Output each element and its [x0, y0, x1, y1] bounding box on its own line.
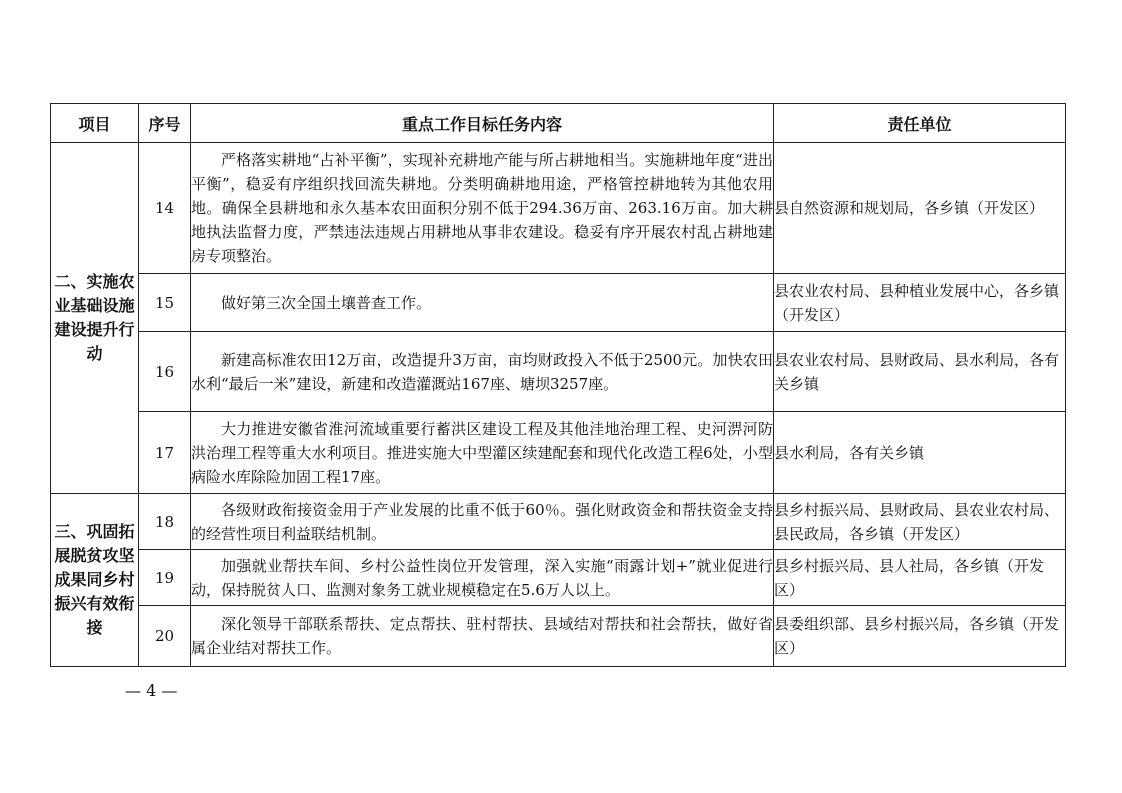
- row-unit: 县农业农村局、县财政局、县水利局，各有关乡镇: [774, 332, 1066, 412]
- category-cell: 二、实施农业基础设施建设提升行动: [51, 143, 139, 494]
- row-number: 14: [139, 143, 191, 274]
- row-unit: 县委组织部、县乡村振兴局，各乡镇（开发区）: [774, 606, 1066, 667]
- table-row: [51, 494, 1066, 550]
- table-row: [51, 143, 1066, 274]
- row-content: 深化领导干部联系帮扶、定点帮扶、驻村帮扶、县域结对帮扶和社会帮扶，做好省属企业结对帮扶工作。: [191, 606, 774, 667]
- table-row: [51, 550, 1066, 606]
- row-unit: 县农业农村局、县种植业发展中心，各乡镇（开发区）: [774, 274, 1066, 332]
- row-content: 严格落实耕地“占补平衡”，实现补充耕地产能与所占耕地相当。实施耕地年度“进出平衡”，稳妥有序组织找回流失耕地。分类明确耕地用途，严格管控耕地转为其他农用地。确保全县耕地和永久基本农田面积分别不低于294.36万亩、263.16万亩。加大耕地执法监督力度，严禁违法违规占用耕地从事非农建设。稳妥有序开展农村乱占耕地建房专项整治。: [191, 143, 774, 274]
- table-row: [51, 332, 1066, 412]
- row-number: 16: [139, 332, 191, 412]
- row-number: 20: [139, 606, 191, 667]
- table-header-row: [51, 104, 1066, 143]
- row-content: 做好第三次全国土壤普查工作。: [191, 274, 774, 332]
- header-number: 序号: [139, 104, 191, 143]
- row-unit: 县自然资源和规划局，各乡镇（开发区）: [774, 143, 1066, 274]
- row-content: 新建高标准农田12万亩，改造提升3万亩，亩均财政投入不低于2500元。加快农田水利“最后一米”建设，新建和改造灌溉站167座、塘坝3257座。: [191, 332, 774, 412]
- row-content: 大力推进安徽省淮河流域重要行蓄洪区建设工程及其他洼地治理工程、史河淠河防洪治理工程等重大水利项目。推进实施大中型灌区续建配套和现代化改造工程6处，小型病险水库除险加固工程17座。: [191, 412, 774, 494]
- table-row: [51, 412, 1066, 494]
- header-project: 项目: [51, 104, 139, 143]
- row-number: 18: [139, 494, 191, 550]
- row-unit: 县水利局，各有关乡镇: [774, 412, 1066, 494]
- row-number: 19: [139, 550, 191, 606]
- row-number: 17: [139, 412, 191, 494]
- row-unit: 县乡村振兴局、县财政局、县农业农村局、县民政局，各乡镇（开发区）: [774, 494, 1066, 550]
- category-cell: 三、巩固拓展脱贫攻坚成果同乡村振兴有效衔接: [51, 494, 139, 667]
- header-unit: 责任单位: [774, 104, 1066, 143]
- row-unit: 县乡村振兴局、县人社局，各乡镇（开发区）: [774, 550, 1066, 606]
- row-content: 加强就业帮扶车间、乡村公益性岗位开发管理，深入实施“雨露计划+”就业促进行动，保持脱贫人口、监测对象务工就业规模稳定在5.6万人以上。: [191, 550, 774, 606]
- task-table: [50, 103, 1066, 667]
- table-row: [51, 274, 1066, 332]
- row-number: 15: [139, 274, 191, 332]
- row-content: 各级财政衔接资金用于产业发展的比重不低于60％。强化财政资金和帮扶资金支持的经营性项目利益联结机制。: [191, 494, 774, 550]
- page-number: — 4 —: [125, 681, 178, 700]
- table-row: [51, 606, 1066, 667]
- header-content: 重点工作目标任务内容: [191, 104, 774, 143]
